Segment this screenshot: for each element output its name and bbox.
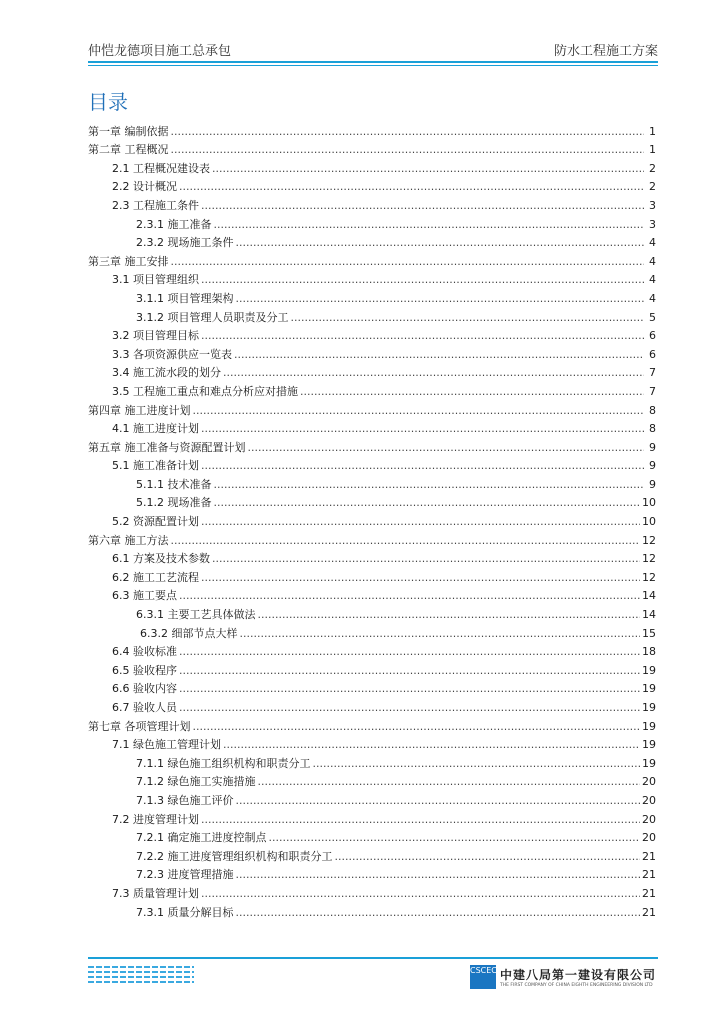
toc-entry[interactable] (88, 641, 656, 660)
toc-entry-page: 14 (642, 608, 656, 622)
toc-entry-page: 21 (642, 905, 656, 919)
toc-title: 目录 (88, 90, 128, 114)
toc-entry-label: 3.4 施工流水段的划分 (112, 366, 221, 380)
toc-leader-dots (171, 255, 645, 269)
toc-entry[interactable] (88, 715, 656, 734)
toc-entry-page: 21 (642, 886, 656, 900)
toc-entry-page: 20 (642, 793, 656, 807)
toc-entry[interactable] (88, 455, 656, 474)
toc-entry-label: 2.1 工程概况建设表 (112, 161, 210, 175)
toc-entry-page: 6 (649, 329, 656, 343)
toc-entry[interactable] (88, 845, 656, 864)
toc-entry-label: 3.1.1 项目管理架构 (136, 291, 234, 305)
footer-rule (88, 957, 658, 959)
toc-leader-dots (236, 236, 645, 250)
toc-entry-label: 6.4 验收标准 (112, 645, 177, 659)
toc-leader-dots (223, 366, 644, 380)
toc-leader-dots (258, 608, 641, 622)
toc-entry[interactable] (88, 901, 656, 920)
toc-entry-page: 12 (642, 533, 656, 547)
toc-entry[interactable] (88, 566, 656, 585)
toc-entry[interactable] (88, 269, 656, 288)
header-document-name: 防水工程施工方案 (553, 44, 658, 59)
toc-entry-label: 7.2.2 施工进度管理组织机构和职责分工 (136, 849, 333, 863)
toc-entry-page: 9 (649, 440, 656, 454)
toc-entry-page: 8 (649, 422, 656, 436)
toc-entry-label: 6.3.1 主要工艺具体做法 (136, 608, 256, 622)
toc-entry[interactable] (88, 659, 656, 678)
header-rule (88, 61, 658, 63)
toc-leader-dots (236, 794, 641, 808)
table-of-contents (88, 120, 656, 920)
toc-leader-dots (201, 887, 640, 901)
toc-entry-page: 19 (642, 663, 656, 677)
toc-entry-label: 6.1 方案及技术参数 (112, 552, 210, 566)
toc-entry-page: 7 (649, 384, 656, 398)
toc-entry[interactable] (88, 213, 656, 232)
company-name-en: THE FIRST COMPANY OF CHINA EIGHTH ENGINEERING DIVISION LTD (500, 983, 653, 988)
toc-entry-label: 5.1.1 技术准备 (136, 477, 212, 491)
toc-entry-page: 12 (642, 570, 656, 584)
toc-entry[interactable] (88, 696, 656, 715)
toc-entry-page: 4 (649, 291, 656, 305)
company-name: 中建八局第一建设有限公司 (500, 968, 657, 982)
toc-entry-label: 4.1 施工进度计划 (112, 422, 199, 436)
toc-leader-dots (179, 180, 644, 194)
toc-entry[interactable] (88, 287, 656, 306)
toc-entry-label: 第七章 各项管理计划 (88, 719, 191, 733)
toc-entry-page: 19 (642, 682, 656, 696)
toc-leader-dots (193, 404, 645, 418)
toc-entry-label: 第四章 施工进度计划 (88, 403, 191, 417)
toc-leader-dots (179, 664, 640, 678)
toc-entry-label: 7.2 进度管理计划 (112, 812, 199, 826)
toc-entry[interactable] (88, 139, 656, 158)
toc-entry-label: 3.3 各项资源供应一览表 (112, 347, 232, 361)
toc-leader-dots (214, 218, 645, 232)
toc-entry-page: 18 (642, 645, 656, 659)
toc-entry-page: 21 (642, 849, 656, 863)
toc-entry-label: 2.3.1 施工准备 (136, 217, 212, 231)
toc-entry-label: 5.1.2 现场准备 (136, 496, 212, 510)
toc-entry-label: 7.1 绿色施工管理计划 (112, 738, 221, 752)
toc-entry-label: 7.1.3 绿色施工评价 (136, 793, 234, 807)
toc-entry-label: 3.2 项目管理目标 (112, 329, 199, 343)
toc-entry-page: 10 (642, 496, 656, 510)
toc-leader-dots (212, 552, 640, 566)
toc-leader-dots (223, 738, 640, 752)
toc-entry[interactable] (88, 436, 656, 455)
toc-leader-dots (212, 162, 644, 176)
toc-entry-page: 6 (649, 347, 656, 361)
toc-leader-dots (236, 906, 641, 920)
toc-leader-dots (179, 589, 640, 603)
toc-entry[interactable] (88, 362, 656, 381)
toc-leader-dots (291, 311, 645, 325)
toc-leader-dots (214, 478, 645, 492)
company-logo-icon (470, 965, 496, 989)
toc-entry[interactable] (88, 418, 656, 437)
toc-entry-label: 第二章 工程概况 (88, 143, 169, 157)
header-rule-thin (88, 65, 658, 66)
toc-entry[interactable] (88, 827, 656, 846)
toc-entry-label: 2.2 设计概况 (112, 180, 177, 194)
toc-entry[interactable] (88, 176, 656, 195)
toc-entry[interactable] (88, 380, 656, 399)
toc-entry[interactable] (88, 585, 656, 604)
toc-leader-dots (300, 385, 644, 399)
toc-entry[interactable] (88, 306, 656, 325)
toc-leader-dots (258, 775, 641, 789)
toc-entry-page: 7 (649, 366, 656, 380)
toc-entry-label: 3.5 工程施工重点和难点分析应对措施 (112, 384, 298, 398)
toc-entry-label: 2.3 工程施工条件 (112, 198, 199, 212)
toc-entry[interactable] (88, 343, 656, 362)
toc-leader-dots (171, 534, 641, 548)
toc-entry-label: 7.1.2 绿色施工实施措施 (136, 775, 256, 789)
toc-entry-label: 第五章 施工准备与资源配置计划 (88, 440, 246, 454)
toc-entry-page: 20 (642, 775, 656, 789)
toc-leader-dots (201, 515, 640, 529)
toc-leader-dots (236, 292, 645, 306)
toc-entry-label: 7.2.1 确定施工进度控制点 (136, 831, 267, 845)
toc-entry-page: 19 (642, 738, 656, 752)
toc-entry-page: 19 (642, 701, 656, 714)
page-header (88, 40, 658, 60)
toc-entry[interactable] (88, 250, 656, 269)
toc-entry-label: 7.1.1 绿色施工组织机构和职责分工 (136, 756, 311, 770)
toc-entry[interactable] (88, 510, 656, 529)
toc-entry-label: 3.1.2 项目管理人员职责及分工 (136, 310, 289, 324)
toc-leader-dots (201, 422, 644, 436)
toc-entry[interactable] (88, 473, 656, 492)
toc-entry[interactable] (88, 789, 656, 808)
toc-entry[interactable] (88, 808, 656, 827)
footer-stripes-decoration (88, 966, 194, 988)
toc-entry[interactable] (88, 399, 656, 418)
toc-entry[interactable] (88, 325, 656, 344)
toc-entry-label: 6.2 施工工艺流程 (112, 570, 199, 584)
toc-leader-dots (171, 125, 645, 139)
toc-leader-dots (214, 496, 641, 510)
toc-leader-dots (179, 682, 640, 696)
toc-leader-dots (269, 831, 641, 845)
toc-entry[interactable] (88, 157, 656, 176)
toc-entry-page: 19 (642, 719, 656, 733)
toc-entry-label: 3.1 项目管理组织 (112, 273, 199, 287)
toc-entry[interactable] (88, 548, 656, 567)
toc-entry-page: 9 (649, 477, 656, 491)
toc-leader-dots (248, 441, 645, 455)
toc-entry-page: 14 (642, 589, 656, 603)
toc-entry-page: 4 (649, 273, 656, 287)
toc-entry-label: 第三章 施工安排 (88, 254, 169, 268)
logo-text: CSCEC (470, 966, 497, 975)
toc-entry-page: 9 (649, 459, 656, 473)
toc-leader-dots (334, 850, 640, 864)
toc-leader-dots (193, 720, 641, 734)
toc-leader-dots (179, 701, 640, 715)
toc-leader-dots (201, 329, 644, 343)
toc-entry-page: 10 (642, 515, 656, 529)
toc-entry-label: 6.6 验收内容 (112, 682, 177, 696)
toc-entry-page: 20 (642, 812, 656, 826)
toc-entry-label: 6.3 施工要点 (112, 589, 177, 603)
toc-leader-dots (236, 868, 641, 882)
toc-entry-label: 5.2 资源配置计划 (112, 515, 199, 529)
toc-entry[interactable] (88, 492, 656, 511)
toc-entry-page: 8 (649, 403, 656, 417)
toc-entry-page: 4 (649, 254, 656, 268)
toc-entry-page: 3 (649, 217, 656, 231)
toc-entry[interactable] (88, 120, 656, 139)
toc-entry[interactable] (88, 194, 656, 213)
toc-entry[interactable] (88, 529, 656, 548)
toc-entry-page: 1 (649, 143, 656, 157)
toc-entry-page: 19 (642, 756, 656, 770)
toc-leader-dots (201, 459, 644, 473)
toc-entry-label: 7.3 质量管理计划 (112, 886, 199, 900)
toc-entry[interactable] (88, 771, 656, 790)
toc-leader-dots (240, 627, 641, 641)
toc-entry-label: 第一章 编制依据 (88, 124, 169, 138)
toc-entry[interactable] (88, 882, 656, 901)
toc-entry-label: 6.7 验收人员 (112, 701, 177, 714)
toc-entry-page: 2 (649, 161, 656, 175)
toc-entry-page: 20 (642, 831, 656, 845)
toc-entry-label: 7.3.1 质量分解目标 (136, 905, 234, 919)
toc-leader-dots (179, 645, 640, 659)
toc-entry-label: 7.2.3 进度管理措施 (136, 868, 234, 882)
toc-leader-dots (201, 571, 640, 585)
toc-entry-label: 6.5 验收程序 (112, 663, 177, 677)
toc-entry[interactable] (88, 232, 656, 251)
toc-entry-page: 3 (649, 198, 656, 212)
toc-leader-dots (312, 757, 640, 771)
toc-leader-dots (201, 813, 640, 827)
toc-leader-dots (201, 199, 644, 213)
toc-leader-dots (171, 143, 645, 157)
toc-entry-page: 21 (642, 868, 656, 882)
toc-entry-page: 12 (642, 552, 656, 566)
toc-entry[interactable] (88, 752, 656, 771)
toc-entry-label: 6.3.2 细部节点大样 (140, 626, 238, 640)
toc-entry[interactable] (88, 734, 656, 753)
toc-entry-label: 5.1 施工准备计划 (112, 459, 199, 473)
header-project-name: 仲恺龙德项目施工总承包 (88, 44, 232, 59)
toc-entry-page: 5 (649, 310, 656, 324)
toc-entry[interactable] (88, 678, 656, 697)
toc-entry[interactable] (88, 864, 656, 883)
toc-entry-page: 1 (649, 124, 656, 138)
toc-entry[interactable] (88, 622, 656, 641)
toc-entry-label: 2.3.2 现场施工条件 (136, 236, 234, 250)
toc-entry-page: 4 (649, 236, 656, 250)
toc-leader-dots (201, 273, 644, 287)
toc-entry-label: 第六章 施工方法 (88, 533, 169, 547)
toc-leader-dots (234, 348, 644, 362)
toc-entry-page: 2 (649, 180, 656, 194)
toc-entry-page: 15 (642, 626, 656, 640)
toc-entry[interactable] (88, 603, 656, 622)
